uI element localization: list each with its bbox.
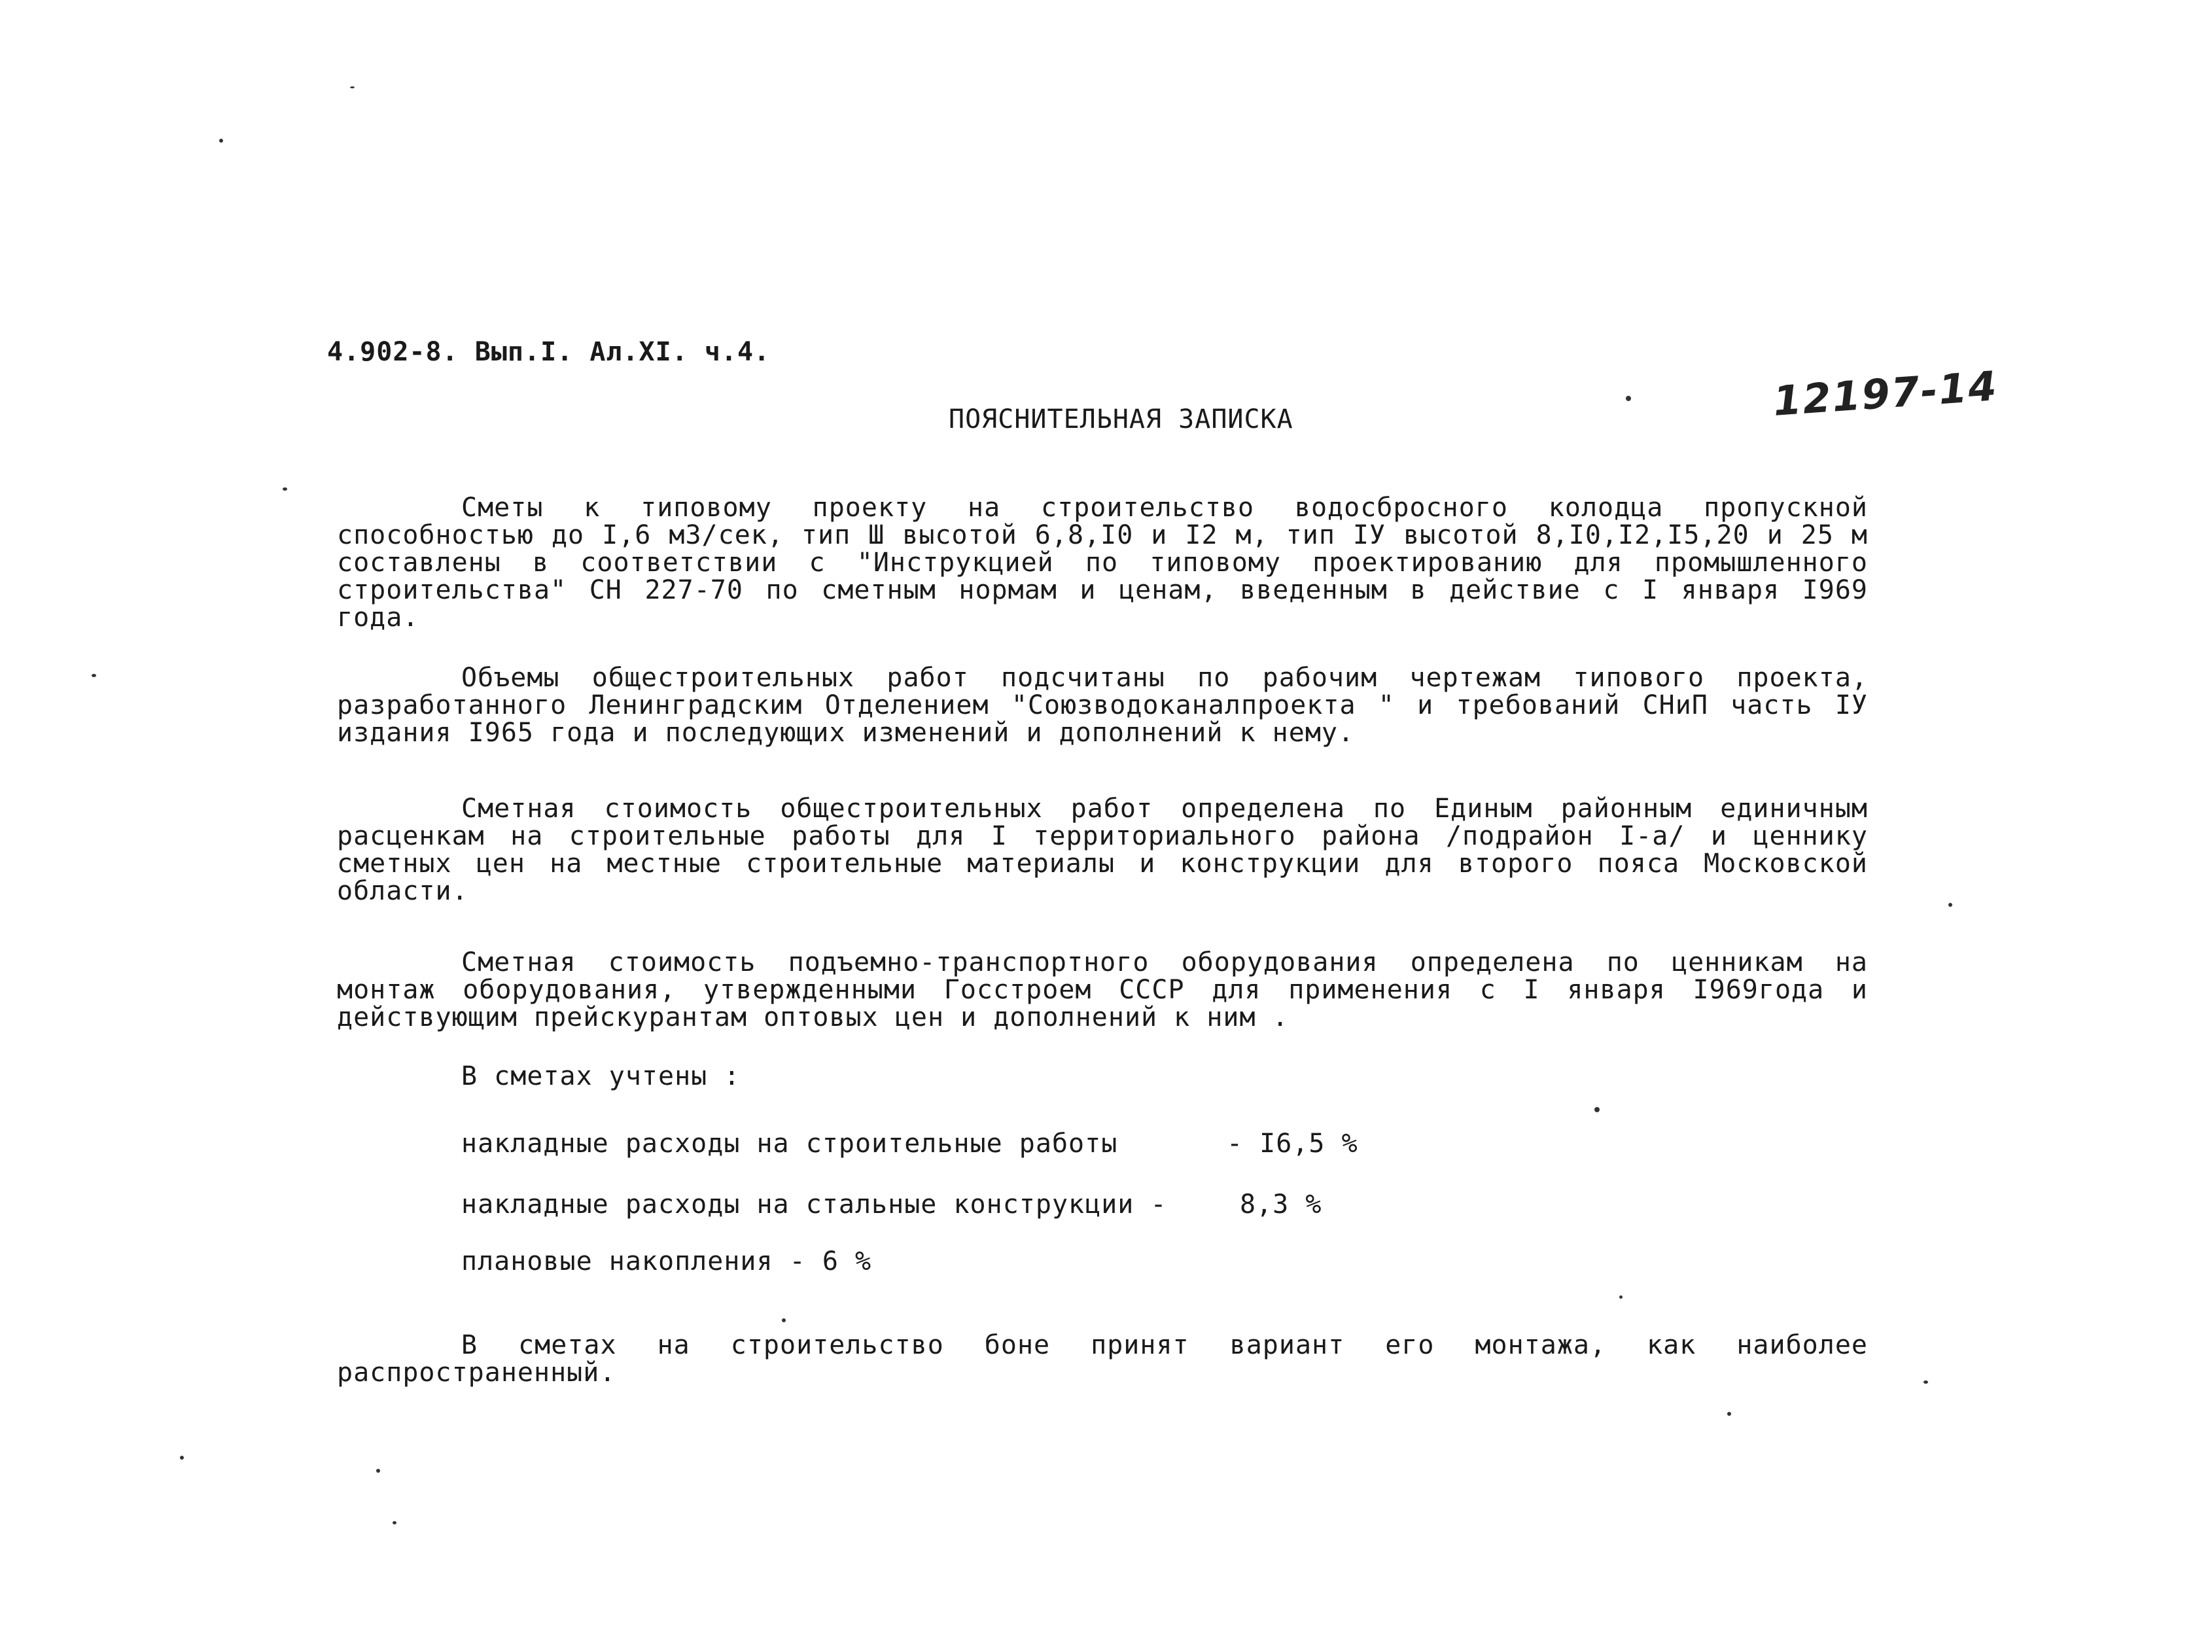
scan-speck [1727, 1412, 1731, 1416]
scan-speck [1948, 903, 1952, 907]
paragraph-estimates: Сметы к типовому проекту на строительство водосбросного колодца пропускной способностью до I,6 м3/сек, тип Ш высотой 6,8,I0 и I2 м, тип IУ высотой 8,I0,I2,I5,20 и 25 м составлены в соответствии с "Инструкцией по типовому проектированию для промышленного строительства" СН 227-70 по сметным нормам и ценам, введенным в действие с I января I969 года. [337, 493, 1868, 633]
item-label: плановые накопления [461, 1246, 773, 1276]
list-item [461, 1129, 1358, 1159]
item-label: накладные расходы на стальные конструкции - [461, 1189, 1167, 1220]
scan-speck [1594, 1107, 1600, 1112]
scan-speck [180, 1456, 184, 1460]
handwritten-stamp-number: 12197-14 [1771, 362, 1999, 425]
paragraph-volumes: Объемы общестроительных работ подсчитаны по рабочим чертежам типового проекта, разработанного Ленинградским Отделением "Союзводоканалпроекта " и требований СНиП часть IУ издания I965 года и последующих изменений и дополнений к нему. [337, 663, 1868, 748]
scan-speck [376, 1469, 380, 1473]
scan-speck [219, 139, 223, 143]
paragraph-equipment-cost: Сметная стоимость подъемно-транспортного оборудования определена по ценникам на монтаж оборудования, утвержденными Госстроем СССР для применения с I января I969года и действующим прейскурантам оптовых цен и дополнений к ним . [337, 947, 1868, 1032]
scan-speck [1626, 396, 1631, 401]
item-value: 8,3 % [1240, 1189, 1322, 1220]
scan-speck [92, 674, 96, 677]
scan-speck [782, 1318, 786, 1322]
scan-speck [393, 1521, 396, 1524]
item-label: накладные расходы на строительные работы [461, 1129, 1118, 1159]
list-item [461, 1246, 871, 1276]
list-intro: В сметах учтены : [461, 1061, 741, 1091]
scan-speck [1619, 1295, 1623, 1299]
document-reference: 4.902-8. Вып.I. Ал.XI. ч.4. [327, 337, 771, 367]
scan-speck [283, 487, 287, 491]
item-value: - 6 % [789, 1246, 872, 1276]
item-value: - I6,5 % [1227, 1129, 1358, 1159]
list-item [461, 1189, 1322, 1220]
scan-speck [1923, 1380, 1928, 1384]
page-title: ПОЯСНИТЕЛЬНАЯ ЗАПИСКА [949, 404, 1293, 434]
paragraph-construction-cost: Сметная стоимость общестроительных работ определена по Единым районным единичным расценкам на строительные работы для I территориального района /подрайон I-а/ и ценнику сметных цен на местные строительные материалы и конструкции для второго пояса Московской области. [337, 794, 1868, 906]
paragraph-closing: В сметах на строительство боне принят вариант его монтажа, как наиболее распространенный. [337, 1330, 1868, 1388]
scan-speck [350, 86, 355, 88]
